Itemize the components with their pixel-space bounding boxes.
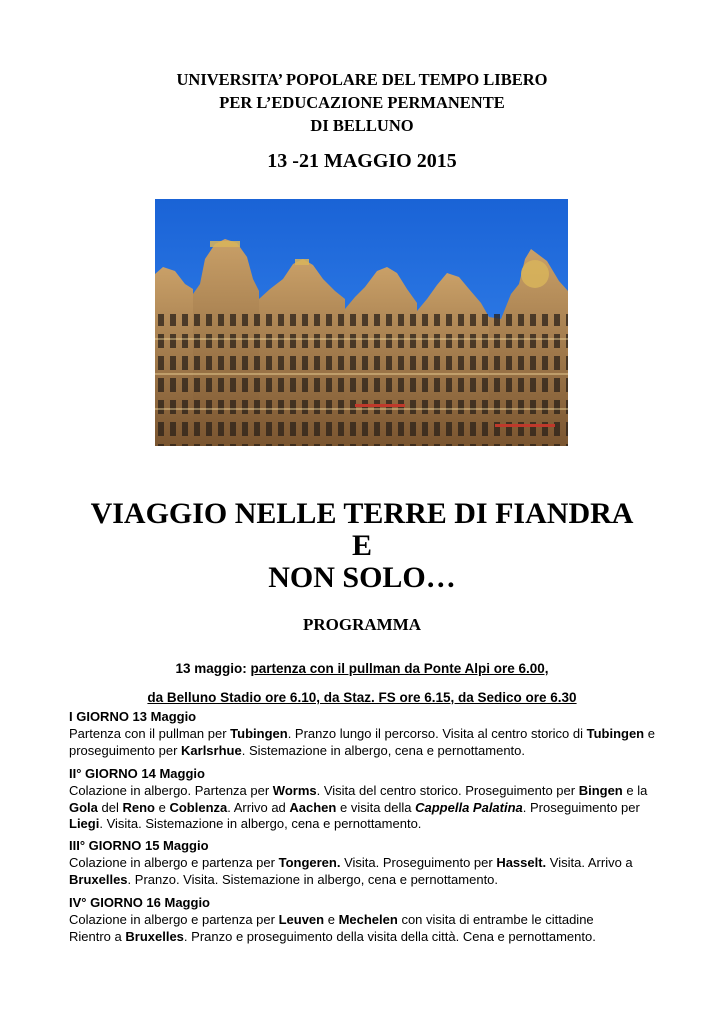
day-2-text: Colazione in albergo. Partenza per Worms. Visita del centro storico. Proseguimento per Bingen e la Gola del Reno e Coblenza. Arrivo ad Aachen e visita della Cappella Palatina. Proseguimento per Liegi. Visita. Sistemazione in albergo, cena e pernottamento. [69, 782, 648, 832]
day-3 [69, 838, 659, 888]
trip-dates: 13 -21 MAGGIO 2015 [267, 150, 457, 172]
day-4-heading: IV° GIORNO 16 Maggio [69, 895, 210, 910]
day-2 [69, 766, 659, 833]
day-1 [69, 709, 659, 759]
header-line-1: UNIVERSITA’ POPOLARE DEL TEMPO LIBERO [176, 70, 548, 89]
program-heading: PROGRAMMA [302, 615, 422, 634]
day-4 [69, 895, 659, 945]
grand-place-photo [155, 199, 568, 446]
day-4-text-line-1: Colazione in albergo e partenza per Leuven e Mechelen con visita di entrambe le cittadine [69, 911, 594, 927]
day-1-heading: I GIORNO 13 Maggio [69, 709, 197, 724]
title-line-1: VIAGGIO NELLE TERRE DI FIANDRA [90, 497, 634, 530]
day-4-text-line-2: Rientro a Bruxelles. Pranzo e proseguimento della visita della città. Cena e pernottamento. [69, 928, 596, 944]
departure-text-1: partenza con il pullman da Ponte Alpi ore 6.00, [250, 661, 549, 676]
day-2-heading: II° GIORNO 14 Maggio [69, 766, 205, 781]
day-3-heading: III° GIORNO 15 Maggio [69, 838, 209, 853]
trip-title [0, 498, 724, 594]
organization-header [0, 68, 724, 137]
title-line-2: E [351, 529, 372, 562]
header-line-2: PER L’EDUCAZIONE PERMANENTE [219, 93, 505, 112]
departure-label: 13 maggio: [175, 661, 247, 676]
departure-line-1 [0, 661, 724, 676]
day-3-text: Colazione in albergo e partenza per Tongeren. Visita. Proseguimento per Hasselt. Visita. Arrivo a Bruxelles. Pranzo. Visita. Sistemazione in albergo, cena e pernottamento. [69, 854, 633, 887]
title-line-3: NON SOLO… [268, 561, 456, 594]
header-line-3: DI BELLUNO [310, 116, 414, 135]
day-1-text: Partenza con il pullman per Tubingen. Pranzo lungo il percorso. Visita al centro storico di Tubingen e proseguimento per Karlsrhue. Sistemazione in albergo, cena e pernottamento. [69, 725, 655, 758]
departure-line-2 [0, 690, 724, 705]
departure-text-2: da Belluno Stadio ore 6.10, da Staz. FS ore 6.15, da Sedico ore 6.30 [147, 690, 577, 705]
